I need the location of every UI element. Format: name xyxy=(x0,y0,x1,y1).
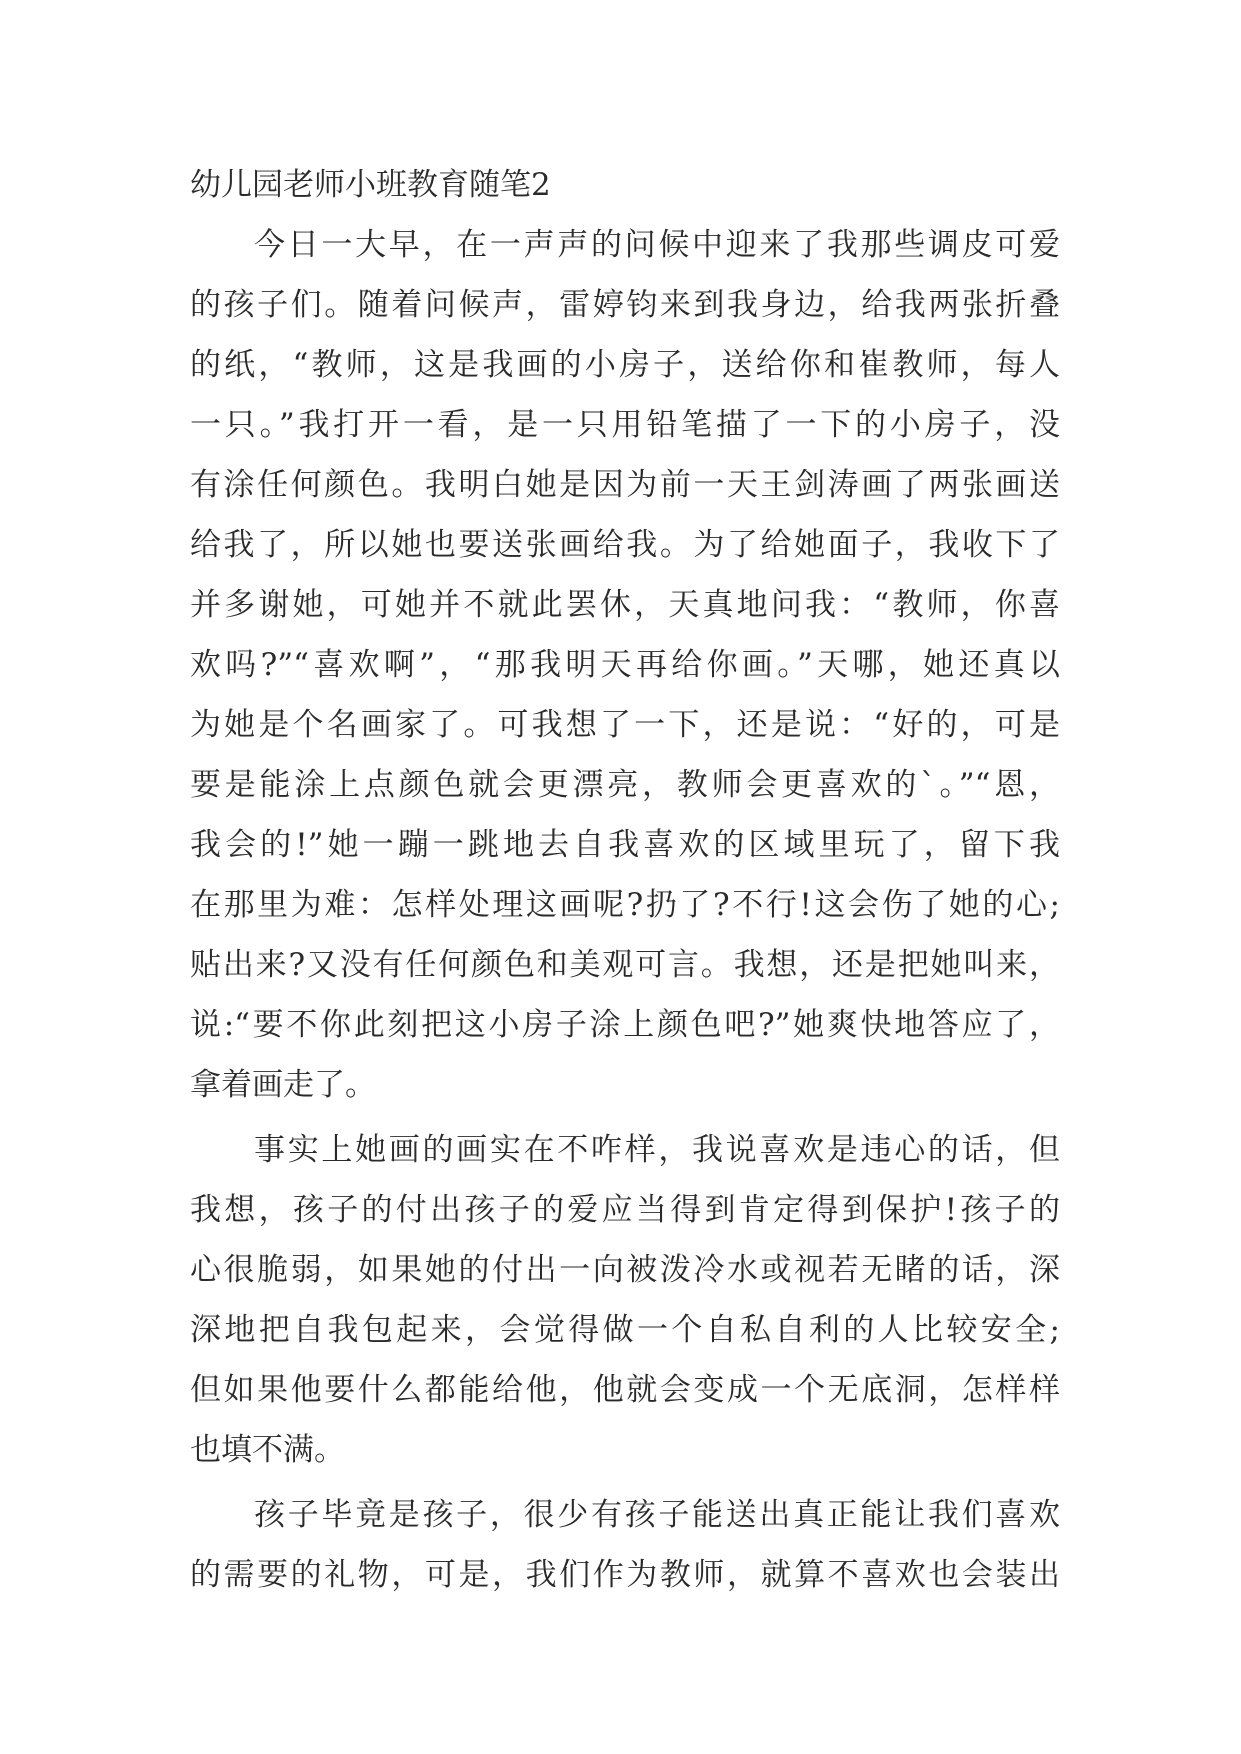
text-line: 给我了，所以她也要送张画给我。为了给她面子，我收下了 xyxy=(190,527,1060,563)
document-title: 幼儿园老师小班教育随笔2 xyxy=(190,167,551,203)
text-line: 有涂任何颜色。我明白她是因为前一天王剑涛画了两张画送 xyxy=(190,467,1060,503)
text-line: 贴出来?又没有任何颜色和美观可言。我想，还是把她叫来， xyxy=(190,947,1060,983)
text-line: 的纸，“教师，这是我画的小房子，送给你和崔教师，每人 xyxy=(190,347,1060,383)
text-line: 在那里为难：怎样处理这画呢?扔了?不行!这会伤了她的心; xyxy=(190,887,1060,923)
text-line: 也填不满。 xyxy=(190,1432,345,1468)
text-line: 深地把自我包起来，会觉得做一个自私自利的人比较安全; xyxy=(190,1312,1060,1348)
text-line: 为她是个名画家了。可我想了一下，还是说：“好的，可是 xyxy=(190,707,1060,743)
text-line: 的需要的礼物，可是，我们作为教师，就算不喜欢也会装出 xyxy=(190,1557,1060,1593)
text-line: 一只。”我打开一看，是一只用铅笔描了一下的小房子，没 xyxy=(190,407,1060,443)
text-line: 今日一大早，在一声声的问候中迎来了我那些调皮可爱 xyxy=(254,227,1060,263)
text-line: 我会的!”她一蹦一跳地去自我喜欢的区域里玩了，留下我 xyxy=(190,827,1060,863)
text-line: 孩子毕竟是孩子，很少有孩子能送出真正能让我们喜欢 xyxy=(254,1497,1060,1533)
text-line: 说:“要不你此刻把这小房子涂上颜色吧?”她爽快地答应了， xyxy=(190,1007,1060,1043)
text-line: 并多谢她，可她并不就此罢休，天真地问我：“教师，你喜 xyxy=(190,587,1060,623)
text-line: 我想，孩子的付出孩子的爱应当得到肯定得到保护!孩子的 xyxy=(190,1192,1060,1228)
text-line: 要是能涂上点颜色就会更漂亮，教师会更喜欢的`。”“恩， xyxy=(190,767,1060,803)
paragraph-3 xyxy=(190,1485,1060,1605)
text-line: 但如果他要什么都能给他，他就会变成一个无底洞，怎样样 xyxy=(190,1372,1060,1408)
paragraph-2 xyxy=(190,1120,1060,1480)
paragraph-1 xyxy=(190,215,1060,1115)
text-line: 拿着画走了。 xyxy=(190,1067,376,1103)
text-line: 欢吗?”“喜欢啊”，“那我明天再给你画。”天哪，她还真以 xyxy=(190,647,1060,683)
text-line: 心很脆弱，如果她的付出一向被泼冷水或视若无睹的话，深 xyxy=(190,1252,1060,1288)
document-body xyxy=(190,155,1060,1610)
text-line: 事实上她画的画实在不咋样，我说喜欢是违心的话，但 xyxy=(254,1132,1060,1168)
text-line: 的孩子们。随着问候声，雷婷钧来到我身边，给我两张折叠 xyxy=(190,287,1060,323)
